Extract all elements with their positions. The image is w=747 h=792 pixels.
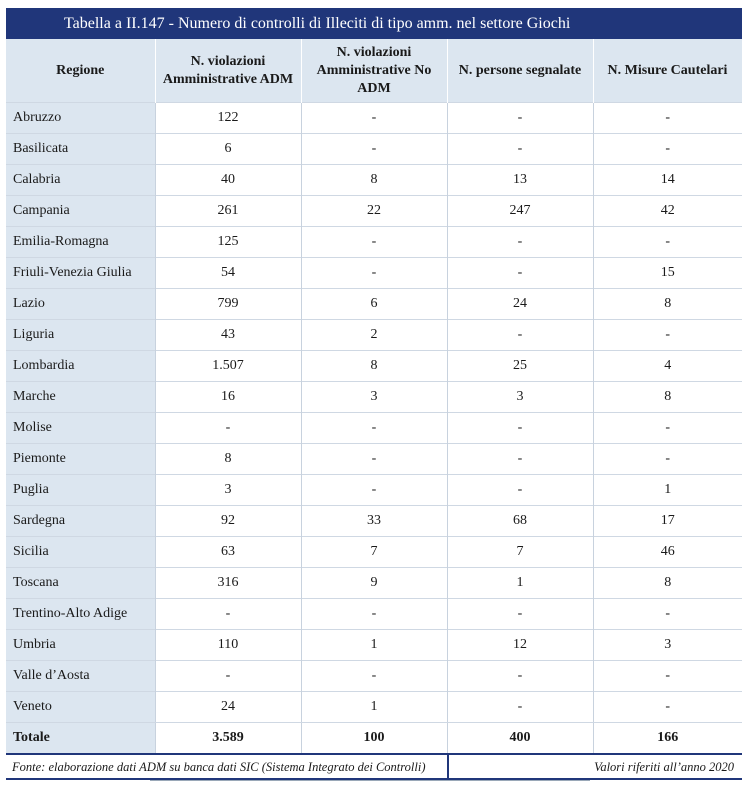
cell-violazioni-no-adm: 6	[301, 289, 447, 320]
total-row	[6, 723, 742, 754]
cell-regione: Umbria	[6, 630, 155, 661]
cell-regione: Lazio	[6, 289, 155, 320]
cell-violazioni-adm: 261	[155, 196, 301, 227]
cell-regione: Sardegna	[6, 506, 155, 537]
cell-persone-segnalate: -	[447, 444, 593, 475]
cell-violazioni-no-adm: -	[301, 475, 447, 506]
cell-misure-cautelari: -	[593, 599, 742, 630]
cell-misure-cautelari: -	[593, 413, 742, 444]
table-row	[6, 630, 742, 661]
table-row	[6, 599, 742, 630]
cell-persone-segnalate: 68	[447, 506, 593, 537]
table-body	[6, 103, 742, 754]
table-footer	[6, 753, 742, 780]
header-misure-cautelari: N. Misure Cautelari	[593, 39, 742, 103]
bottom-divider	[150, 780, 590, 781]
cell-regione: Molise	[6, 413, 155, 444]
cell-violazioni-no-adm: -	[301, 444, 447, 475]
cell-misure-cautelari: 15	[593, 258, 742, 289]
table-row	[6, 382, 742, 413]
cell-misure-cautelari: 4	[593, 351, 742, 382]
cell-regione: Abruzzo	[6, 103, 155, 134]
table-row	[6, 568, 742, 599]
cell-misure-cautelari: 17	[593, 506, 742, 537]
cell-misure-cautelari: -	[593, 444, 742, 475]
total-cell-persone-segnalate: 400	[447, 723, 593, 754]
cell-violazioni-adm: 125	[155, 227, 301, 258]
table-row	[6, 444, 742, 475]
cell-violazioni-no-adm: -	[301, 258, 447, 289]
cell-violazioni-adm: 8	[155, 444, 301, 475]
table-row	[6, 320, 742, 351]
cell-violazioni-adm: 316	[155, 568, 301, 599]
data-table	[6, 39, 743, 753]
cell-violazioni-no-adm: -	[301, 134, 447, 165]
table-row	[6, 661, 742, 692]
table-row	[6, 289, 742, 320]
cell-violazioni-no-adm: 3	[301, 382, 447, 413]
cell-regione: Friuli-Venezia Giulia	[6, 258, 155, 289]
cell-violazioni-adm: 92	[155, 506, 301, 537]
cell-persone-segnalate: -	[447, 320, 593, 351]
cell-persone-segnalate: 25	[447, 351, 593, 382]
cell-misure-cautelari: -	[593, 320, 742, 351]
cell-persone-segnalate: -	[447, 227, 593, 258]
table-row	[6, 258, 742, 289]
cell-violazioni-adm: 43	[155, 320, 301, 351]
table-row	[6, 134, 742, 165]
cell-regione: Liguria	[6, 320, 155, 351]
table-container	[6, 8, 742, 780]
cell-misure-cautelari: 8	[593, 568, 742, 599]
cell-regione: Piemonte	[6, 444, 155, 475]
table-row	[6, 103, 742, 134]
cell-violazioni-adm: 110	[155, 630, 301, 661]
cell-violazioni-no-adm: 8	[301, 351, 447, 382]
total-cell-violazioni-no-adm: 100	[301, 723, 447, 754]
cell-persone-segnalate: -	[447, 599, 593, 630]
cell-regione: Toscana	[6, 568, 155, 599]
cell-regione: Trentino-Alto Adige	[6, 599, 155, 630]
cell-violazioni-adm: 122	[155, 103, 301, 134]
cell-violazioni-adm: 3	[155, 475, 301, 506]
cell-violazioni-no-adm: 9	[301, 568, 447, 599]
total-cell-misure-cautelari: 166	[593, 723, 742, 754]
cell-violazioni-adm: 54	[155, 258, 301, 289]
cell-misure-cautelari: 46	[593, 537, 742, 568]
cell-violazioni-adm: 24	[155, 692, 301, 723]
cell-misure-cautelari: 14	[593, 165, 742, 196]
cell-misure-cautelari: -	[593, 134, 742, 165]
header-violazioni-no-adm: N. violazioni Amministrative No ADM	[301, 39, 447, 103]
cell-persone-segnalate: 24	[447, 289, 593, 320]
table-row	[6, 506, 742, 537]
table-row	[6, 413, 742, 444]
cell-regione: Lombardia	[6, 351, 155, 382]
header-persone-segnalate: N. persone segnalate	[447, 39, 593, 103]
cell-persone-segnalate: 13	[447, 165, 593, 196]
cell-persone-segnalate: -	[447, 134, 593, 165]
cell-misure-cautelari: -	[593, 103, 742, 134]
cell-regione: Calabria	[6, 165, 155, 196]
cell-persone-segnalate: -	[447, 413, 593, 444]
cell-regione: Valle d’Aosta	[6, 661, 155, 692]
cell-misure-cautelari: 3	[593, 630, 742, 661]
cell-violazioni-no-adm: 1	[301, 692, 447, 723]
header-row	[6, 39, 742, 103]
table-row	[6, 537, 742, 568]
cell-violazioni-adm: 799	[155, 289, 301, 320]
footer-source: Fonte: elaborazione dati ADM su banca dati SIC (Sistema Integrato dei Controlli)	[12, 760, 426, 774]
cell-violazioni-no-adm: 22	[301, 196, 447, 227]
cell-persone-segnalate: 1	[447, 568, 593, 599]
cell-regione: Marche	[6, 382, 155, 413]
cell-violazioni-no-adm: -	[301, 227, 447, 258]
cell-persone-segnalate: 247	[447, 196, 593, 227]
cell-violazioni-adm: 1.507	[155, 351, 301, 382]
footer-note: Valori riferiti all’anno 2020	[594, 760, 734, 774]
cell-persone-segnalate: -	[447, 475, 593, 506]
cell-misure-cautelari: -	[593, 661, 742, 692]
cell-misure-cautelari: 8	[593, 382, 742, 413]
table-row	[6, 351, 742, 382]
header-violazioni-adm: N. violazioni Amministrative ADM	[155, 39, 301, 103]
cell-persone-segnalate: -	[447, 661, 593, 692]
cell-violazioni-no-adm: 1	[301, 630, 447, 661]
table-row	[6, 475, 742, 506]
cell-violazioni-adm: 16	[155, 382, 301, 413]
cell-violazioni-no-adm: 33	[301, 506, 447, 537]
cell-misure-cautelari: -	[593, 692, 742, 723]
cell-violazioni-no-adm: -	[301, 103, 447, 134]
cell-persone-segnalate: 12	[447, 630, 593, 661]
cell-persone-segnalate: -	[447, 692, 593, 723]
table-row	[6, 165, 742, 196]
header-regione: Regione	[6, 39, 155, 103]
cell-violazioni-no-adm: -	[301, 413, 447, 444]
cell-violazioni-adm: -	[155, 661, 301, 692]
cell-regione: Emilia-Romagna	[6, 227, 155, 258]
total-cell-violazioni-adm: 3.589	[155, 723, 301, 754]
cell-regione: Campania	[6, 196, 155, 227]
total-cell-regione: Totale	[6, 723, 155, 754]
table-row	[6, 692, 742, 723]
table-row	[6, 196, 742, 227]
cell-regione: Veneto	[6, 692, 155, 723]
cell-violazioni-adm: -	[155, 599, 301, 630]
cell-persone-segnalate: -	[447, 103, 593, 134]
footer-separator	[447, 755, 449, 778]
cell-misure-cautelari: 8	[593, 289, 742, 320]
cell-violazioni-adm: -	[155, 413, 301, 444]
cell-misure-cautelari: 1	[593, 475, 742, 506]
cell-violazioni-adm: 6	[155, 134, 301, 165]
cell-misure-cautelari: -	[593, 227, 742, 258]
cell-persone-segnalate: 3	[447, 382, 593, 413]
cell-violazioni-no-adm: -	[301, 661, 447, 692]
cell-violazioni-adm: 63	[155, 537, 301, 568]
cell-persone-segnalate: -	[447, 258, 593, 289]
cell-violazioni-no-adm: 2	[301, 320, 447, 351]
table-title: Tabella a II.147 - Numero di controlli di Illeciti di tipo amm. nel settore Giochi	[6, 8, 742, 39]
table-row	[6, 227, 742, 258]
cell-violazioni-no-adm: -	[301, 599, 447, 630]
cell-persone-segnalate: 7	[447, 537, 593, 568]
cell-violazioni-no-adm: 7	[301, 537, 447, 568]
cell-misure-cautelari: 42	[593, 196, 742, 227]
cell-regione: Basilicata	[6, 134, 155, 165]
cell-violazioni-no-adm: 8	[301, 165, 447, 196]
cell-violazioni-adm: 40	[155, 165, 301, 196]
cell-regione: Sicilia	[6, 537, 155, 568]
cell-regione: Puglia	[6, 475, 155, 506]
